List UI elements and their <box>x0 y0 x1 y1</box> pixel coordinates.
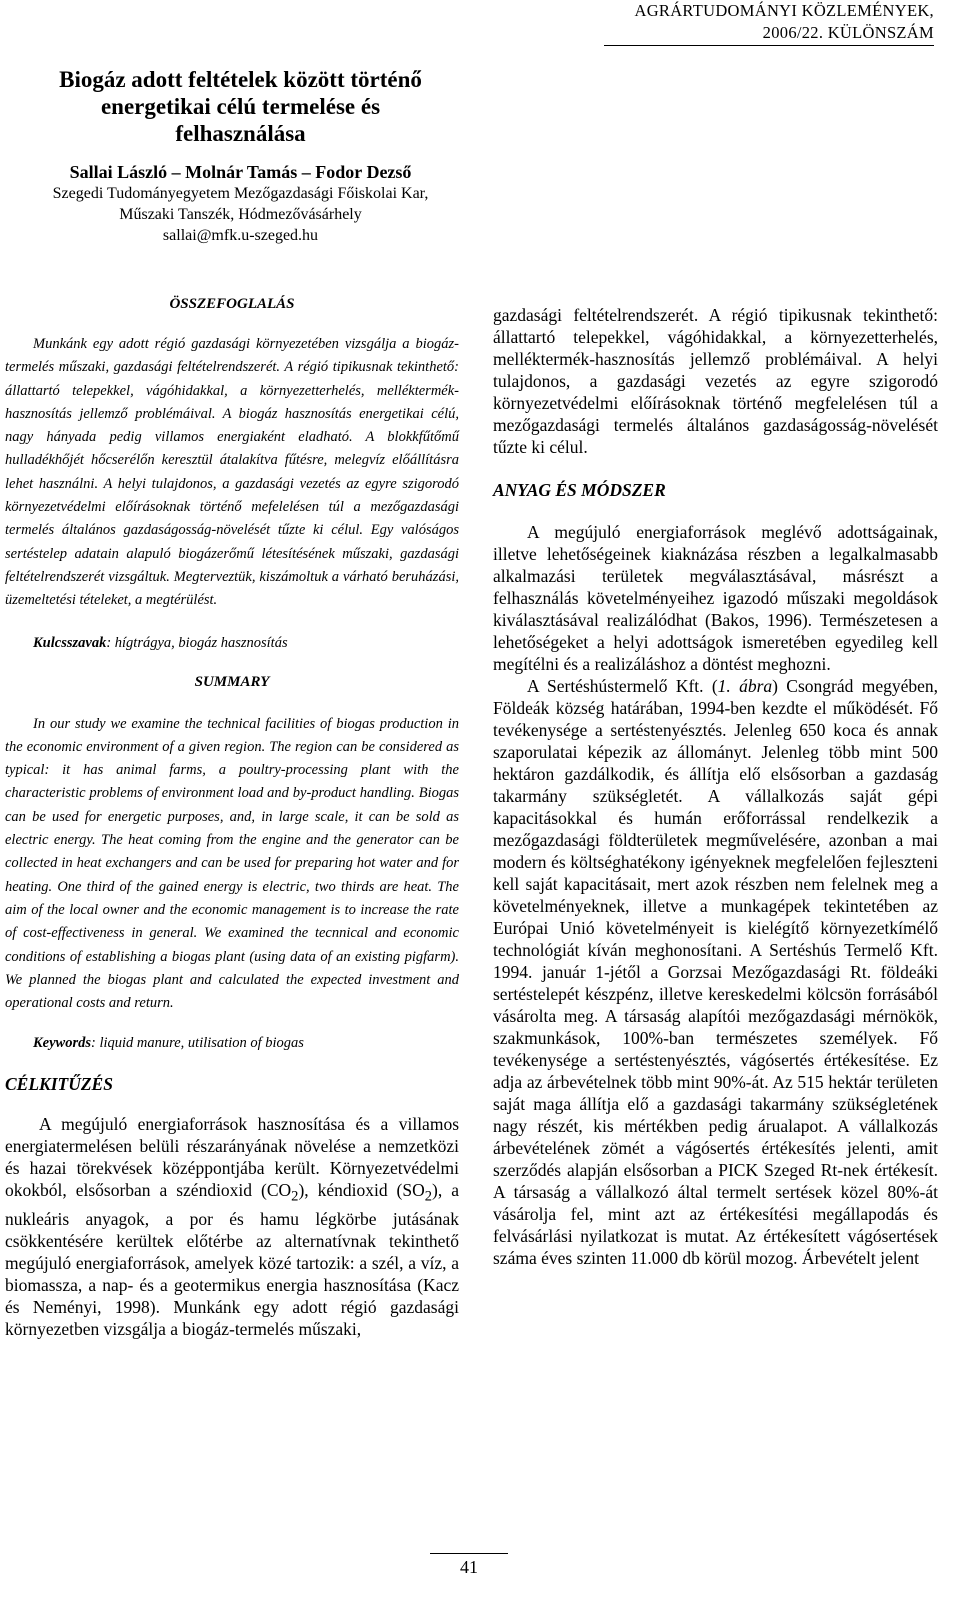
co2-subscript: 2 <box>291 1188 299 1205</box>
keywords-text: : liquid manure, utilisation of biogas <box>91 1035 304 1052</box>
affiliation-line-1: Szegedi Tudományegyetem Mezőgazdasági Főiskolai Kar, <box>52 185 429 202</box>
so2-subscript: 2 <box>424 1188 433 1205</box>
osszefoglalas-body: Munkánk egy adott régió gazdasági környezetében vizsgálja a biogáz-termelés műszaki, gazdasági feltételrendszerét. A régió tipikusnak tekinthető: állattartó telepekkel, vágóhidakkal, a környezetterhelés, melléktermék-hasznosítás jellemző problémáival. A biogáz hasznosítás energetikai célú, nagy hányada pedig villamos energiaként eladható. A blokkfűtőmű hulladékhőjét hőcserélőn keresztül átalakítva fűtésre, melegvíz előállításra lehet használni. A helyi tulajdonos, a gazdasági vezetés az egyre szigorodó környezetvédelmi előírásoknak történő mefelelésen túl a mezőgazdasági termelés általános gazdaságosság-növelését tűzte ki célul. Egy valóságos sertéstelep adatain alapuló biogázerőmű létesítésének műszaki, gazdasági feltételrendszerét vizsgáltuk. Megterveztük, kiszámoltuk a várható beruházási, üzemeltetési tételeket, a megtérülést. <box>5 336 459 609</box>
left-column <box>5 296 459 1340</box>
celkituzes-text-b: ), kéndioxid (SO <box>298 1180 425 1201</box>
celkituzes-text-a: A megújuló energiaforrások hasznosítása és a villamos energiatermelésen belüli részarányának növelése a nemzetközi és hazai törekvések középpontjába került. Környezetvédelmi okokból, elsősorban a széndioxid (CO <box>5 1114 459 1201</box>
osszefoglalas-text <box>5 333 459 613</box>
anyag-paragraph-2 <box>493 675 938 1269</box>
keywords-label: Keywords <box>33 1035 91 1052</box>
affiliation-line-2: Műszaki Tanszék, Hódmezővásárhely <box>119 206 362 223</box>
keywords <box>5 1035 459 1052</box>
summary-heading: SUMMARY <box>194 673 270 690</box>
kulcsszavak-text: : hígtrágya, biogáz hasznosítás <box>106 634 288 651</box>
summary-body: In our study we examine the technical facilities of biogas production in the economic environment of a given region. The region can be considered as typical: it has animal farms, a poultry-processing plant with the characteristic problems of environment load and by-product handling. Biogas can be used for energetic purposes, and, in large scale, it can be sold as electric energy. The heat coming from the engine and the generator can be collected in heat exchangers and can be used for preparing hot water and for heating. One third of the gained energy is electric, two thirds are heat. The aim of the local owner and the economic management is to increase the rate of cost-effectiveness in general. We examined the tecnnical and economic conditions of establishing a biogas plant (using data of an existing pigfarm). We planned the biogas plant and calculated the expected investment and operational costs and return. <box>5 715 459 1012</box>
kulcsszavak-label: Kulcsszavak <box>33 634 107 651</box>
anyag-p2-text-b: ) Csongrád megyében, Földeák község határában, 1994-ben kezdte el működését. Fő tevékenysége a sertéstenyésztés. Jelenleg 650 koca és annak szaporulatai képezik az állományt. Jelenleg több mint 500 hektáron gazdálkodik, és állítja elő elsősorban a gazdaság takarmány szükségletét. A vállalkozás saját gépi kapacitásokkal és humán erőforrással rendelkezik a mezőgazdasági földterületek megművelésére, azonban a mai modern és költséghatékony igényeknek megfelelően fejleszteni kell saját kapacitásait, mert azok részben nem felelnek meg a követelményeknek, illetve a munkagépek tekintetében az Európai Unió követelményeit is kielégítő környezetkímélő technológiát kíván meghonosítani. A Sertéshús Termelő Kft. 1994. január 1-jétől a Gorzsai Mezőgazdasági Rt. földeáki sertéstelepét készpénz, illetve kereskedelmi kölcsön forrásából vásárolta meg. A társaság alapítói mezőgazdasági mérnökök, szakmunkások, 100%-ban természetes személyek. Fő tevékenysége a sertéstenyésztés, vágósertés értékesítése. Ez adja az árbevételnek több mint 90%-át. Az 515 hektár területen saját maga állítja elő a gazdasági takarmány szükségletének nagy részét, kis mértékben pedig árualapot. A vállalkozás árbevételének zömét a vágósertés értékesítés jelenti, amit szerződés alapján elsősorban a PICK Szeged Rt-nek értékesít. A társaság a vállalkozó által termelt sertések közel 80%-át vásárolja fel, mint azt az értékesítési megállapodás és felvásárlási nyilatkozat is mutat. Az értékesített vágósertések száma éves szinten 11.000 db körül mozog. Árbevételt jelent <box>493 676 938 1268</box>
anyag-paragraph-1: A megújuló energiaforrások meglévő adottságainak, illetve lehetőségeinek kiaknázása részben a legalkalmasabb alkalmazási területek megválasztásával, másrészt a felhasználás követelményeihez igazodó műszaki megoldások kiválasztásával realizálódhat (Bakos, 1996). Természetesen a lehetőségeket a helyi adottságok ismeretében egyedileg kell megítélni és a realizáláshoz a döntést meghozni. <box>493 522 938 674</box>
figure-reference: 1. ábra <box>717 676 773 696</box>
celkituzes-continuation: gazdasági feltételrendszerét. A régió tipikusnak tekinthető: állattartó telepekkel, vágóhidakkal, a környezetterhelés, melléktermék-hasznosítás jellemző problémáival. A helyi tulajdonos, a gazdasági vezetés az egyre szigorodó környezetvédelmi előírásoknak történő megfelelésen túl a mezőgazdasági termelés általános gazdaságosság-növelését tűzte ki célul. <box>493 305 938 457</box>
paper-title: Biogáz adott feltételek között történő energetikai célú termelése és felhasználása <box>59 67 422 146</box>
anyag-p2-text-a: A Sertéshústermelő Kft. ( <box>527 676 718 696</box>
journal-header <box>604 0 934 46</box>
celkituzes-heading: CÉLKITŰZÉS <box>5 1074 113 1095</box>
title-block <box>0 66 481 246</box>
authors: Sallai László – Molnár Tamás – Fodor Dezső <box>69 162 412 182</box>
kulcsszavak <box>5 635 459 652</box>
author-email: sallai@mfk.u-szeged.hu <box>162 227 319 244</box>
anyag-heading: ANYAG ÉS MÓDSZER <box>493 480 666 500</box>
celkituzes-text-c: ), a nukleáris anyagok, a por és hamu légkörbe jutásának csökkentésére kerültek előtérbe az alternatívnak tekinthető megújuló energiaforrások, amelyek közé tartozik: a szél, a víz, a biomassza, a nap- és a geotermikus energia hasznosítása (Kacz és Neményi, 1998). Munkánk egy adott régió gazdasági környezetben vizsgálja a biogáz-termelés műszaki, <box>5 1180 459 1339</box>
right-column <box>493 304 938 1269</box>
journal-title: AGRÁRTUDOMÁNYI KÖZLEMÉNYEK, 2006/22. KÜLÖNSZÁM <box>634 1 934 42</box>
page-number: 41 <box>430 1553 508 1578</box>
osszefoglalas-heading: ÖSSZEFOGLALÁS <box>169 296 295 312</box>
summary-text <box>5 713 459 1016</box>
celkituzes-paragraph <box>5 1113 459 1340</box>
